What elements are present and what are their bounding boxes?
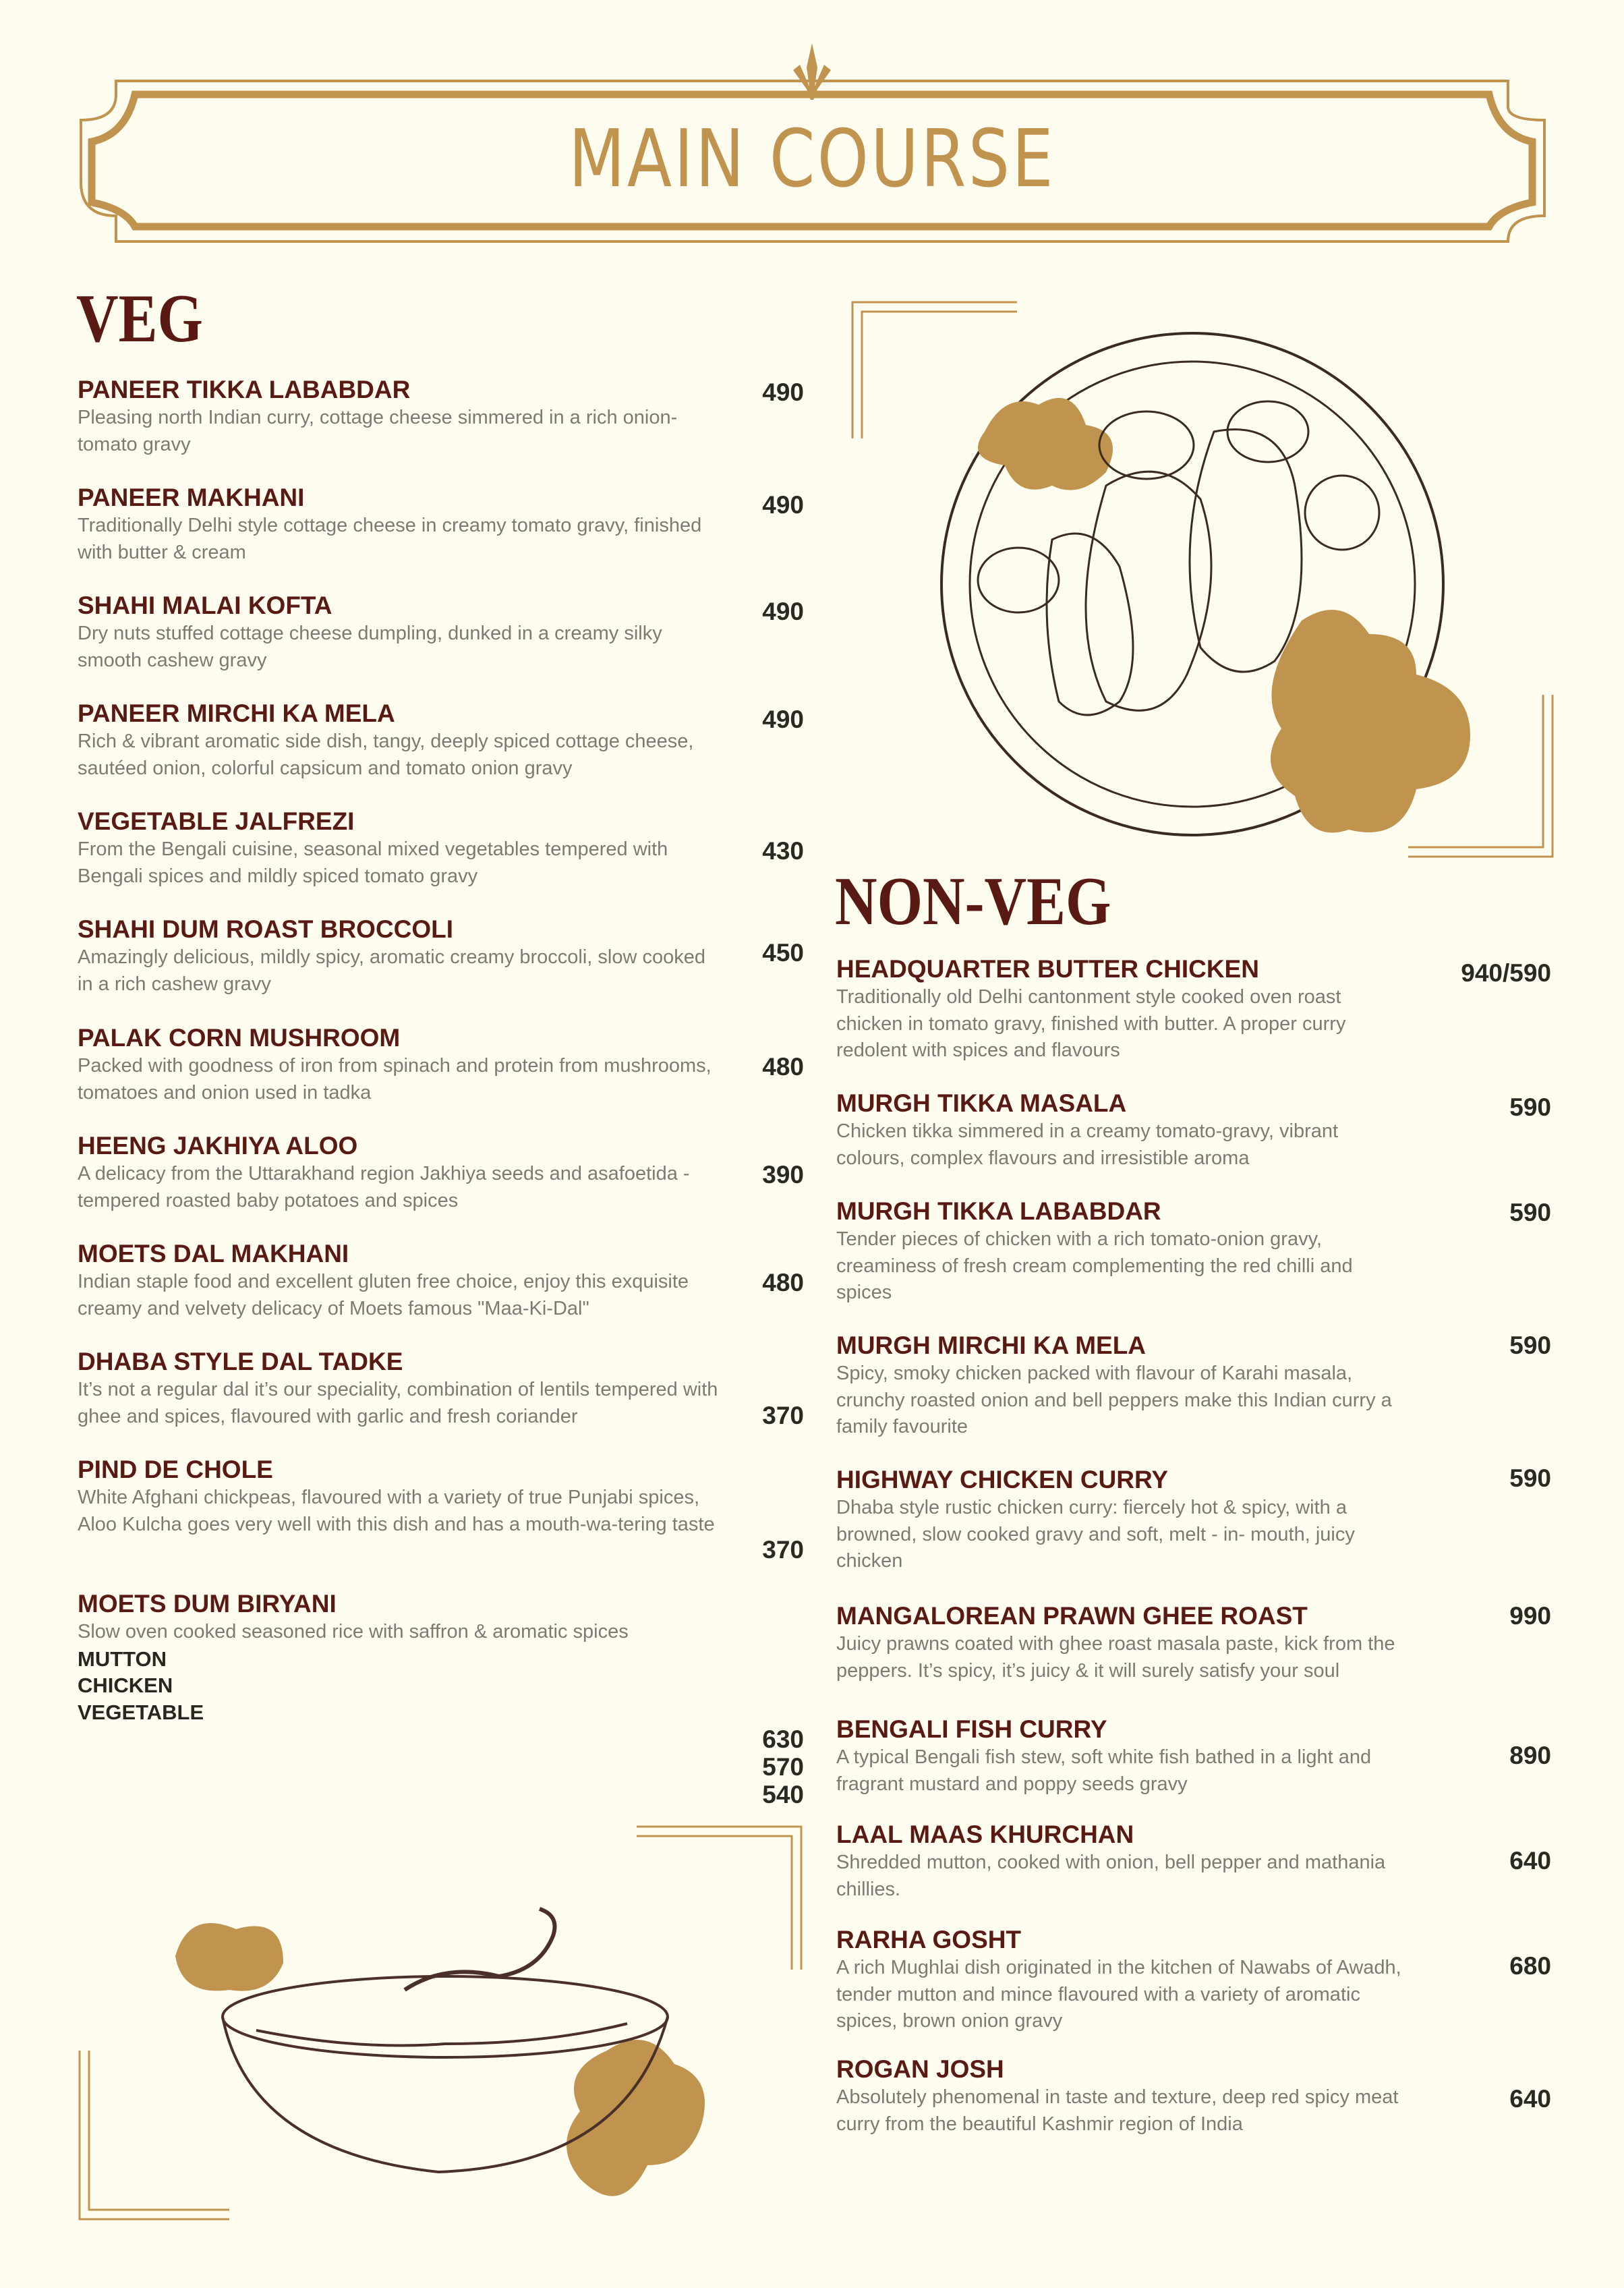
item-name: VEGETABLE JALFREZI: [78, 807, 355, 835]
item-description: White Afghani chickpeas, flavoured with a variety of true Punjabi spices, Aloo Kulcha goes very well with this dish and has a mouth-wa-tering taste: [78, 1487, 715, 1535]
menu-item: [836, 1197, 1410, 1307]
menu-item: [836, 1331, 1410, 1441]
chicken-plate-illustration: [941, 333, 1470, 835]
item-description: Shredded mutton, cooked with onion, bell pepper and mathania chillies.: [836, 1852, 1386, 1900]
variant-price: 540: [762, 1781, 804, 1808]
item-description: Spicy, smoky chicken packed with flavour of Karahi masala, crunchy roasted onion and bell peppers make this Indian curry a family favourite: [836, 1363, 1392, 1437]
variant-label: MUTTON: [78, 1647, 167, 1671]
item-name: HEENG JAKHIYA ALOO: [78, 1132, 358, 1160]
corner-frame-bottom-left: [80, 1827, 801, 2219]
item-description: A typical Bengali fish stew, soft white fish bathed in a light and fragrant mustard and poppy seeds gravy: [836, 1746, 1372, 1795]
item-price: 590: [1509, 1332, 1551, 1359]
item-description: Amazingly delicious, mildly spicy, aromatic creamy broccoli, slow cooked in a rich cashew gravy: [78, 946, 706, 995]
variant-prices: [762, 1725, 804, 1808]
item-price: 490: [762, 598, 804, 625]
variant-price: 570: [762, 1753, 804, 1781]
item-price: 370: [762, 1402, 804, 1429]
item-name: PANEER MAKHANI: [78, 484, 305, 511]
menu-item: [78, 1131, 725, 1214]
item-name: MANGALOREAN PRAWN GHEE ROAST: [836, 1602, 1308, 1630]
menu-item: [78, 591, 725, 674]
item-price: 640: [1509, 1847, 1551, 1875]
item-description: Packed with goodness of iron from spinach and protein from mushrooms, tomatoes and onion used in tadka: [78, 1055, 712, 1104]
item-name: SHAHI DUM ROAST BROCCOLI: [78, 915, 454, 943]
item-description: Traditionally old Delhi cantonment style cooked oven roast chicken in tomato gravy, finished with butter. A proper curry redolent with spices and flavours: [836, 986, 1346, 1061]
item-price: 480: [762, 1053, 804, 1081]
page-title: MAIN COURSE: [569, 112, 1055, 205]
menu-item: [78, 375, 725, 458]
veg-heading: VEG: [76, 281, 203, 357]
menu-item: [78, 1023, 725, 1106]
item-description: Dhaba style rustic chicken curry: fiercely hot & spicy, with a browned, slow cooked gravy and soft, melt - in- mouth, juicy chicken: [836, 1497, 1355, 1572]
item-description: Rich & vibrant aromatic side dish, tangy, deeply spiced cottage cheese, sautéed onion, colorful capsicum and tomato onion gravy: [78, 731, 694, 779]
item-price: 590: [1509, 1199, 1551, 1226]
item-price: 590: [1509, 1093, 1551, 1121]
menu-item: [78, 1455, 725, 1538]
item-price: 890: [1509, 1742, 1551, 1769]
item-name: MURGH TIKKA MASALA: [836, 1089, 1127, 1117]
menu-item: [78, 483, 725, 566]
item-name: LAAL MAAS KHURCHAN: [836, 1821, 1134, 1848]
item-price: 940/590: [1461, 959, 1551, 987]
item-name: DHABA STYLE DAL TADKE: [78, 1348, 403, 1375]
item-name: PANEER TIKKA LABABDAR: [78, 376, 411, 403]
item-name: PANEER MIRCHI KA MELA: [78, 699, 395, 727]
item-description: It’s not a regular dal it’s our speciality, combination of lentils tempered with ghee and spices, flavoured with garlic and fresh coriander: [78, 1379, 718, 1427]
item-description: Slow oven cooked seasoned rice with saffron & aromatic spices: [78, 1621, 629, 1642]
item-name: BENGALI FISH CURRY: [836, 1715, 1107, 1743]
item-price: 640: [1509, 2085, 1551, 2113]
item-price: 490: [762, 706, 804, 733]
menu-item: [836, 1715, 1410, 1798]
menu-item: [78, 1347, 725, 1430]
variant-price: 630: [762, 1725, 804, 1753]
item-name: MOETS DUM BIRYANI: [78, 1590, 337, 1618]
item-name: MURGH TIKKA LABABDAR: [836, 1197, 1161, 1225]
menu-item: [78, 1239, 725, 1322]
variant-label: CHICKEN: [78, 1674, 173, 1697]
item-name: HIGHWAY CHICKEN CURRY: [836, 1466, 1169, 1493]
menu-item: [836, 1925, 1410, 2035]
item-name: HEADQUARTER BUTTER CHICKEN: [836, 955, 1259, 983]
menu-item: [836, 1820, 1410, 1903]
item-description: A delicacy from the Uttarakhand region Jakhiya seeds and asafoetida - tempered roasted baby potatoes and spices: [78, 1163, 690, 1211]
item-name: PALAK CORN MUSHROOM: [78, 1024, 401, 1052]
item-description: Juicy prawns coated with ghee roast masala paste, kick from the peppers. It’s spicy, it’s juicy & it will surely satisfy your soul: [836, 1633, 1395, 1682]
item-description: Chicken tikka simmered in a creamy tomato-gravy, vibrant colours, complex flavours and irresistible aroma: [836, 1120, 1339, 1169]
menu-item: [836, 1089, 1410, 1172]
item-name: PIND DE CHOLE: [78, 1456, 273, 1483]
item-price: 490: [762, 378, 804, 406]
bowl-illustration: [175, 1909, 705, 2196]
item-price: 450: [762, 939, 804, 967]
item-description: Dry nuts stuffed cottage cheese dumpling, dunked in a creamy silky smooth cashew gravy: [78, 623, 662, 671]
menu-item: [78, 699, 725, 782]
item-price: 370: [762, 1536, 804, 1564]
item-description: Tender pieces of chicken with a rich tomato-onion gravy, creaminess of fresh cream complementing the red chilli and spices: [836, 1228, 1353, 1303]
menu-item: [836, 1465, 1410, 1575]
item-description: From the Bengali cuisine, seasonal mixed vegetables tempered with Bengali spices and mildly spiced tomato gravy: [78, 838, 668, 887]
menu-item: [836, 2055, 1410, 2138]
item-price: 990: [1509, 1602, 1551, 1630]
menu-item: [836, 1601, 1410, 1684]
item-description: Indian staple food and excellent gluten free choice, enjoy this exquisite creamy and velvety delicacy of Moets famous "Maa-Ki-Dal": [78, 1271, 689, 1319]
variant-label: VEGETABLE: [78, 1700, 204, 1724]
item-price: 480: [762, 1269, 804, 1296]
menu-item: [78, 915, 725, 998]
item-description: Pleasing north Indian curry, cottage cheese simmered in a rich onion-tomato gravy: [78, 407, 678, 455]
item-name: MURGH MIRCHI KA MELA: [836, 1332, 1147, 1359]
item-price: 680: [1509, 1952, 1551, 1980]
item-name: MOETS DAL MAKHANI: [78, 1240, 349, 1267]
item-price: 430: [762, 837, 804, 865]
item-price: 490: [762, 491, 804, 519]
item-name: ROGAN JOSH: [836, 2055, 1004, 2083]
item-description: Absolutely phenomenal in taste and texture, deep red spicy meat curry from the beautiful Kashmir region of India: [836, 2086, 1399, 2135]
item-price: 590: [1509, 1464, 1551, 1492]
item-price: 390: [762, 1161, 804, 1189]
item-name: SHAHI MALAI KOFTA: [78, 592, 332, 619]
item-name: RARHA GOSHT: [836, 1926, 1022, 1953]
item-description: Traditionally Delhi style cottage cheese in creamy tomato gravy, finished with butter & cream: [78, 515, 702, 563]
item-description: A rich Mughlai dish originated in the kitchen of Nawabs of Awadh, tender mutton and mince flavoured with a variety of aromatic spices, brown onion gravy: [836, 1957, 1401, 2032]
menu-item: [78, 807, 725, 890]
nonveg-heading: NON-VEG: [835, 863, 1111, 940]
menu-item: [836, 954, 1410, 1064]
menu-item: [78, 1589, 725, 1725]
